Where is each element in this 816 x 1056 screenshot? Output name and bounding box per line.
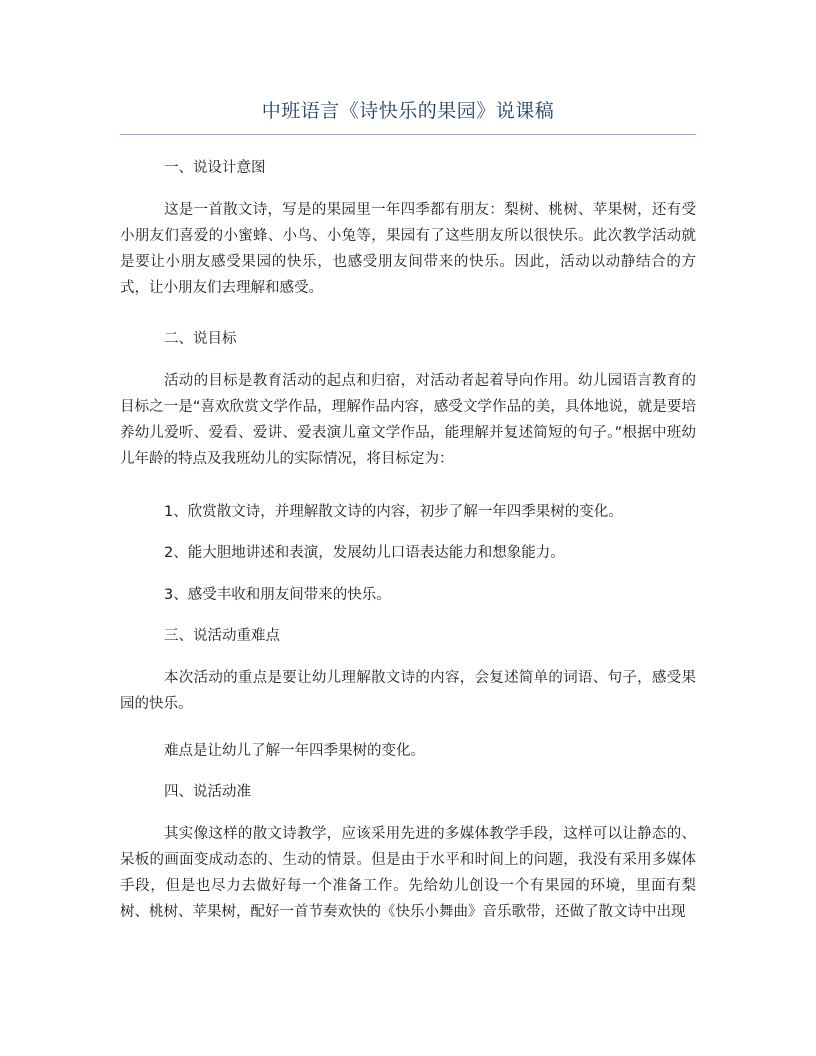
document-title: 中班语言《诗快乐的果园》说课稿 xyxy=(261,100,555,122)
section-paragraph: 难点是让幼儿了解一年四季果树的变化。 xyxy=(164,743,425,759)
section-paragraph: 本次活动的重点是要让幼儿理解散文诗的内容，会复述简单的词语、句子，感受果园的快乐。 xyxy=(120,670,696,712)
section-paragraph: 这是一首散文诗，写是的果园里一年四季都有朋友：梨树、桃树、苹果树，还有受小朋友们喜爱的小蜜蜂、小鸟、小兔等，果园有了这些朋友所以很快乐。此次教学活动就是要让小朋友感受果园的快乐，也感受朋友间带来的快乐。因此，活动以动静结合的方式，让小朋友们去理解和感受。 xyxy=(120,202,696,296)
section-paragraph: 活动的目标是教育活动的起点和归宿，对活动者起着导向作用。幼儿园语言教育的目标之一是“喜欢欣赏文学作品，理解作品内容，感受文学作品的美，具体地说，就是要培养幼儿爱听、爱看、爱讲、爱表演儿童文学作品，能理解并复述简短的句子。”根据中班幼儿年龄的特点及我班幼儿的实际情况，将目标定为： xyxy=(120,373,696,467)
section-heading-design-intent: 一、说设计意图 xyxy=(164,160,266,176)
section-paragraph: 其实像这样的散文诗教学，应该采用先进的多媒体教学手段，这样可以让静态的、呆板的画面变成动态的、生动的情景。但是由于水平和时间上的问题，我没有采用多媒体手段，但是也尽力去做好每一个准备工作。先给幼儿创设一个有果园的环境，里面有梨树、桃树、苹果树，配好一首节奏欢快的《快乐小舞曲》音乐歌带，还做了散文诗中出现 xyxy=(120,826,696,920)
goal-item: 1、欣赏散文诗，并理解散文诗的内容，初步了解一年四季果树的变化。 xyxy=(164,504,623,520)
goal-item: 3、感受丰收和朋友间带来的快乐。 xyxy=(164,587,391,603)
section-heading-key-points: 三、说活动重难点 xyxy=(164,628,280,644)
goal-item: 2、能大胆地讲述和表演，发展幼儿口语表达能力和想象能力。 xyxy=(164,545,565,561)
section-heading-goals: 二、说目标 xyxy=(164,331,237,347)
title-underline xyxy=(120,134,696,135)
section-heading-preparation: 四、说活动准 xyxy=(164,784,251,800)
